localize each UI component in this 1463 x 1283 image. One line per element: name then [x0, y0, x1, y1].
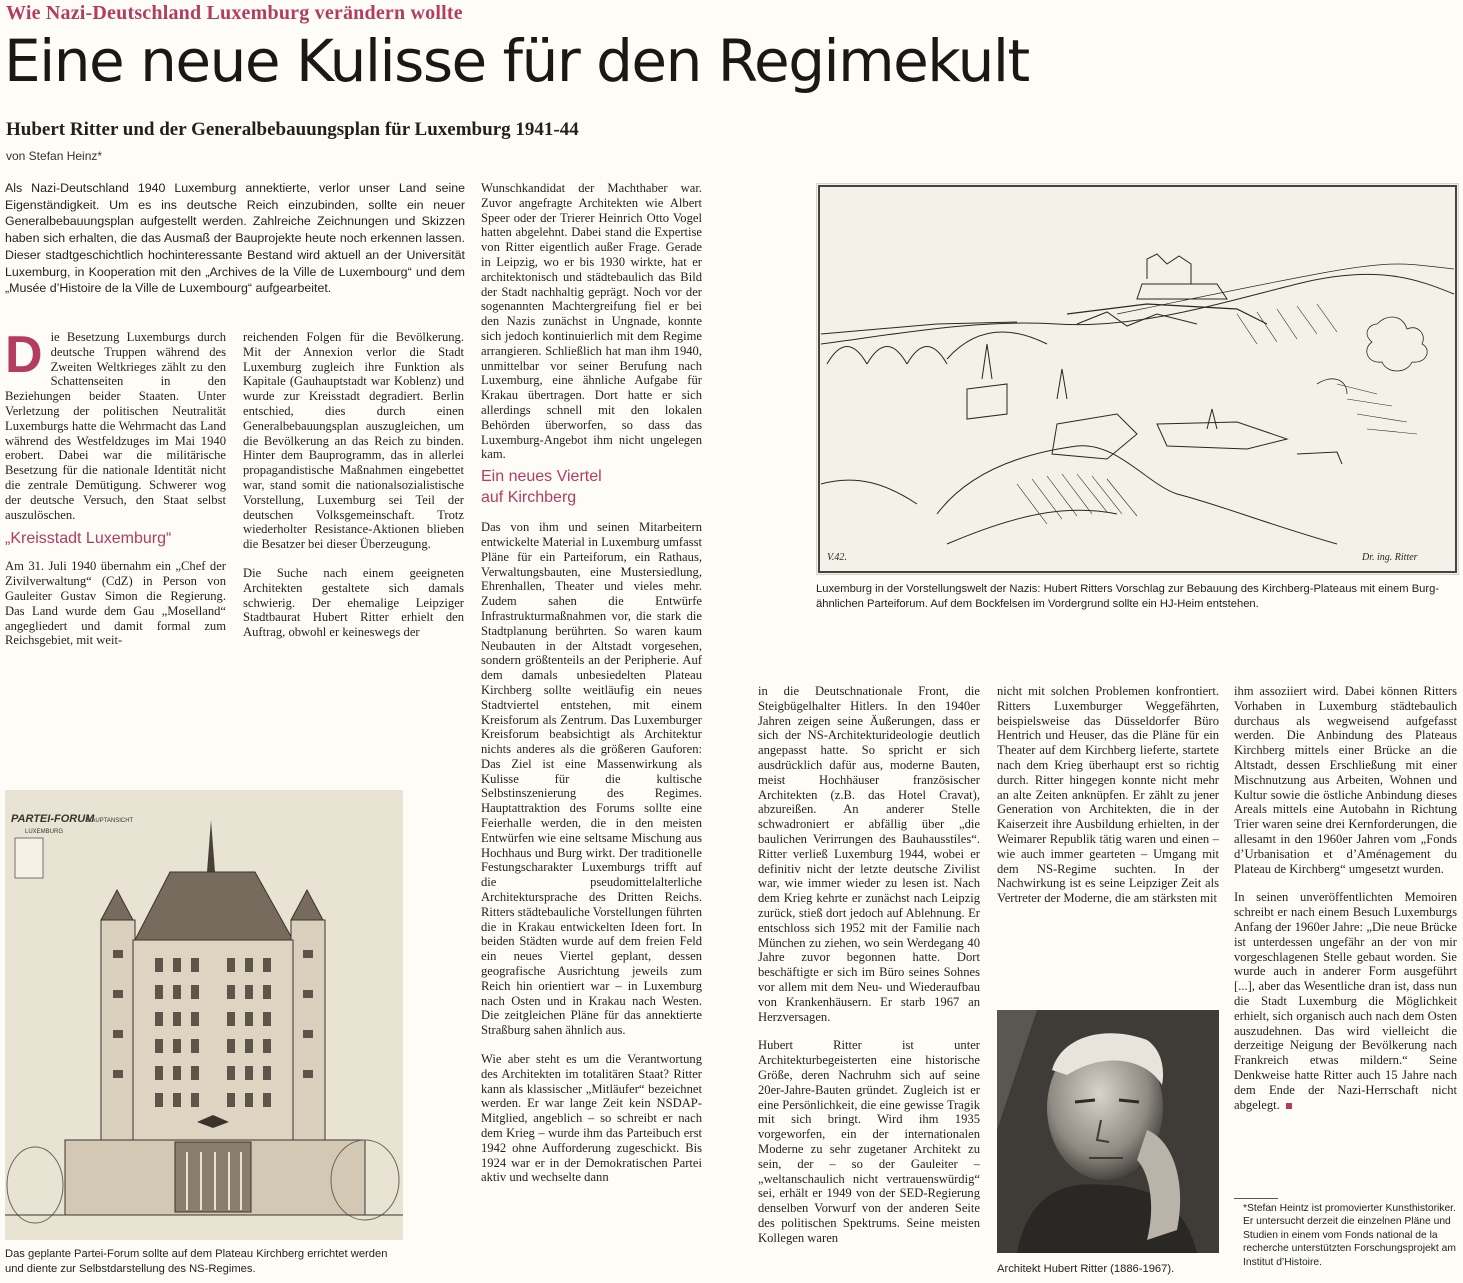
- portrait-photo: [997, 1010, 1219, 1253]
- column-3: [481, 181, 702, 1281]
- sketch-signature: Dr. ing. Ritter: [1362, 552, 1418, 563]
- headline: Eine neue Kulisse für den Regimekult: [4, 27, 1029, 95]
- kicker: Wie Nazi-Deutschland Luxemburg verändern wollte: [6, 2, 463, 24]
- portrait-caption: Architekt Hubert Ritter (1886-1967).: [997, 1263, 1175, 1275]
- lead-paragraph: Als Nazi-Deutschland 1940 Luxemburg annektierte, verlor unser Land seine Eigenständigkeit. Um es ins deutsche Reich einzubinden, sollte ein neuer Generalbebauungsplan aufgestellt werden. Zahlreiche Zeichnungen und Skizzen haben sich erhalten, die das Ausmaß der Bauprojekte heute noch erkennen lassen. Dieser stadtgeschichtlich hochinteressante Bestand wird aktuell an der Universität Luxemburg, in Kooperation mit den „Archives de la Ville de Luxembourg“ und dem „Musée d’Histoire de la Ville de Luxembourg“ aufgearbeitet.: [5, 181, 465, 296]
- paragraph: ie Besetzung Luxemburgs durch deutsche Truppen während des Zweiten Weltkrieges zählt zu den Schattenseiten in den Beziehungen beider Staaten. Unter Verletzung der politischen Neutralität Luxemburgs hatte die Wehrmacht das Land während des Westfeldzuges im Mai 1940 erobert. Dabei war die militärische Besetzung für die nationale Identität nicht die zentrale Demütigung. Schwerer wog der deutsche Versuch, den Staat selbst auszulöschen.: [5, 330, 226, 522]
- forum-note: HAUPTANSICHT: [87, 818, 134, 824]
- partei-forum-drawing: [5, 790, 403, 1240]
- paragraph: Wie aber steht es um die Verantwortung des Architekten im totalitären Staat? Ritter kann als klassischer „Mitläufer“ bezeichnet werden. Er war lange Zeit kein NSDAP-Mitglied, angeblich – so schreibt er nach dem Krieg – wurde ihm das Parteibuch erst 1942 ohne Aufforderung zugeschickt. Bis 1924 war er in der Demokratischen Partei aktiv und wechselte dann: [481, 1052, 702, 1185]
- sketch-date: V.42.: [827, 552, 847, 563]
- column-6: [1234, 684, 1457, 1179]
- section-heading: „Kreisstadt Luxemburg“: [5, 530, 172, 548]
- kirchberg-sketch-image: [816, 183, 1459, 575]
- paragraph: Die Suche nach einem geeigneten Architekten gestaltete sich damals schwierig. Der ehemalige Leipziger Stadtbaurat Hubert Ritter erhielt den Auftrag, obwohl er keineswegs der: [243, 565, 464, 640]
- hubert-ritter-portrait: [997, 1010, 1219, 1253]
- sketch-drawing: [817, 184, 1458, 574]
- byline: von Stefan Heinz*: [6, 149, 103, 163]
- forum-subtitle: LUXEMBURG: [25, 829, 64, 835]
- column-2: [243, 330, 464, 675]
- author-footnote: *Stefan Heintz ist promovierter Kunsthistoriker. Er untersucht derzeit die einzelnen Pläne und Studien in einem vom Fonds national de la recherche unterstützten Forschungsprojekt am Institut d’Histoire.: [1243, 1203, 1456, 1268]
- paragraph: Hubert Ritter ist unter Architekturbegeisterten eine historische Größe, deren Nachruhm sich auf seine 20er-Jahre-Bauten gründet. Zugleich ist er eine Persönlichkeit, die eine gewisse Tragik mit sich bringt. Wird ihm 1935 vorgeworfen, ein der internationalen Moderne zu sehr zugetaner Architekt zu sein, der – so der Gauleiter – „weltanschaulich nicht vertrauenswürdig“ sei, erhält er 1949 von der SED-Regierung denselben Vorwurf von der anderen Seite des politischen Spektrums. Seine meisten Kollegen waren: [758, 1038, 980, 1245]
- sketch-caption: Luxemburg in der Vorstellungswelt der Nazis: Hubert Ritters Vorschlag zur Bebauung des Kirchberg-Plateaus mit einem Burg-ähnlichen Parteiforum. Auf dem Bockfelsen im Vordergrund sollte ein HJ-Heim entstehen.: [816, 583, 1440, 610]
- paragraph: reichenden Folgen für die Bevölkerung. Mit der Annexion verlor die Stadt Luxemburg zugleich ihre Funktion als Kapitale (Gauhauptstadt war Koblenz) und wurde zur Kreisstadt degradiert. Berlin entschied, dies durch einen Generalbebauungsplan auszugleichen, um die Bevölkerung an das Reich zu binden. Hinter dem Bauprogramm, das in allerlei propagandistische Maßnahmen eingebettet war, stand somit die nationalsozialistische Vorstellung, Luxemburg sei Teil der deutschen Volksgemeinschaft. Trotz wiederholter Resistance-Aktionen blieben die Besatzer bei dieser Überzeugung.: [243, 330, 464, 552]
- subtitle: Hubert Ritter und der Generalbebauungsplan für Luxemburg 1941-44: [6, 119, 579, 140]
- heading-line-1: Ein neues Viertel: [481, 468, 602, 486]
- forum-elevation: [5, 790, 403, 1240]
- section-heading: [481, 466, 702, 508]
- paragraph: nicht mit solchen Problemen konfrontiert. Ritters Luxemburger Weggefährten, beispielsweise das Düsseldorfer Büro Hentrich und Heuser, das die Pläne für ein Theater auf dem Kirchberg lieferte, startete nach dem Krieg überhaupt erst so richtig durch. Ritter hingegen konnte nicht mehr an alte Zeiten anknüpfen. Er zählt zu jener Generation von Architekten, die in der Kaiserzeit ihre Ausbildung erhielten, in der Weimarer Republik tätig waren und einen – wie auch immer gearteten – Umgang mit dem NS-Regime suchten. In der Nachwirkung ist es seine Leipziger Zeit als Vertreter der Moderne, die am stärksten mit: [997, 684, 1219, 906]
- column-1: [5, 330, 226, 675]
- footnote-rule: [1234, 1198, 1278, 1199]
- paragraph: in die Deutschnationale Front, die Steigbügelhalter Hitlers. In den 1940er Jahren zeigen seine Äußerungen, dass er sich der NS-Architekturideologie deutlich angepasst hatte. So spricht er sich ausdrücklich dafür aus, moderne Bauten, meist Hochhäuser französischer Architekten (z.B. das Hotel Cravat), abzureißen. An anderer Stelle schwadroniert er abfällig über „die baulichen Verirrungen des Bauhausstiles“. Ritter verließ Luxemburg 1944, wobei er definitiv nicht der letzte deutsche Zivilist war, wie immer wieder zu lesen ist. Nach dem Krieg kehrte er zunächst nach Leipzig zurück, stieß dort jedoch auf Ablehnung. Er entschloss sich 1952 mit der Familie nach München zu ziehen, wo sein Werdegang 40 Jahre zuvor begonnen hatte. Dort beschäftigte er sich im Büro seines Sohnes vor allem mit dem Neu- und Wiederaufbau von Krankenhäusern. Er starb 1967 an Herzversagen.: [758, 684, 980, 1024]
- forum-title: PARTEI-FORUM: [11, 813, 95, 825]
- forum-caption: Das geplante Partei-Forum sollte auf dem Plateau Kirchberg errichtet werden und diente zur Selbstdarstellung des NS-Regimes.: [5, 1248, 388, 1275]
- column-4: [758, 684, 980, 1279]
- paragraph: ihm assoziiert wird. Dabei können Ritters Vorhaben in Luxemburg städtebaulich durchaus als wegweisend aufgefasst werden. Die Anbindung des Plateaus Kirchberg mittels einer Brücke an die Altstadt, dessen Erschließung mit einer Mischnutzung aus Arbeiten, Wohnen und Kultur sowie die östliche Anbindung dieses Areals mittels eine Autobahn in Richtung Trier waren seine drei Kernforderungen, die allesamt in den 1960er Jahren vom „Fonds d’Urbanisation et d’Aménagement du Plateau de Kirchberg“ umgesetzt wurden.: [1234, 684, 1457, 876]
- paragraph: Das von ihm und seinen Mitarbeitern entwickelte Material in Luxemburg umfasst Pläne für ein Parteiforum, ein Rathaus, Verwaltungsbauten, eine Mustersiedlung, Ehrenhallen, Theater und vieles mehr. Zudem sahen die Entwürfe Infrastrukturmaßnahmen vor, die stark die Stadtplanung berührten. So waren kaum Neubauten in der Altstadt vorgesehen, sondern größtenteils an der Peripherie. Auf dem damals unbesiedelten Plateau Kirchberg sollte weitläufig ein neues Stadtviertel entstehen, mit einem Kreisforum als Zentrum. Das Luxemburger Kreisforum beabsichtigt als Architektur nichts anderes als die größeren Gauforen: Das Ziel ist eine Massenwirkung als Kulisse für die kultische Selbstinszenierung des Regimes. Hauptattraktion des Forums sollte eine Feierhalle werden, die in den meisten Entwürfen wie eine seltsame Mischung aus Hochhaus und Burg wirkt. Der traditionelle Festungscharakter Luxemburgs trifft auf die pseudomittelalterliche Architektursprache des Dritten Reichs. Ritters städtebauliche Vorstellungen führten die in Krakau entwickelten Ideen fort. In beiden Städten wurde auf dem freien Feld ein neues Viertel geplant, dessen geografische Ausrichtung jeweils zum Reich hin orientiert war – in Luxemburg nach Osten und in Krakau nach Westen. Die zeitgleichen Pläne für das annektierte Straßburg sahen ähnlich aus.: [481, 520, 702, 1038]
- end-mark: [1286, 1103, 1292, 1109]
- paragraph-text: In seinen unveröffentlichten Memoiren schreibt er nach einem Besuch Luxemburgs Anfang der 1960er Jahre: „Die neue Brücke ist unterdessen ungefähr an der von mir vorgeschlagenen Stelle gebaut worden. Sie wurde auch in anderer Form ausgeführt [...], aber das Wesentliche dran ist, dass nun die Stadt Luxemburg die Möglichkeit erhielt, sich organisch auch nach dem Osten auszudehnen. Das wird vielleicht die derzeitige Neigung der Bevölkerung nach Frankreich etwas mildern.“ Seine Denkweise hatte Ritter auch 15 Jahre nach dem Ende der Nazi-Herrschaft nicht abgelegt.: [1234, 890, 1457, 1112]
- paragraph: Am 31. Juli 1940 übernahm ein „Chef der Zivilverwaltung“ (CdZ) in Person von Gauleiter Gustav Simon die Regierung. Das Land wurde dem Gau „Moselland“ angegliedert und damit formal zum Reichsgebiet, mit weit-: [5, 559, 226, 648]
- heading-line-2: auf Kirchberg: [481, 489, 577, 507]
- drop-cap: D: [5, 330, 43, 384]
- paragraph: Wunschkandidat der Machthaber war. Zuvor angefragte Architekten wie Albert Speer oder der Trierer Heinrich Otto Vogel hatten abgelehnt. Dabei stand die Expertise von Ritter eigentlich außer Frage. Gerade in Leipzig, wo er bis 1930 wirkte, hat er architektonisch und städtebaulich das Bild der Stadt nachhaltig geprägt. Noch vor der sogenannten Machtergreifung fiel er bei den Nazis zunächst in Ungnade, konnte sich jedoch kontinuierlich mit dem Regime arrangieren. Schließlich hat man ihm 1940, unmittelbar vor seiner Berufung nach Luxemburg, eine ähnliche Aufgabe für Krakau übertragen. Dort hatte er sich allerdings schnell mit den lokalen Behörden überworfen, so dass das Luxemburg-Angebot ihm nicht ungelegen kam.: [481, 181, 702, 462]
- column-5: [997, 684, 1219, 942]
- paragraph: [1234, 890, 1457, 1112]
